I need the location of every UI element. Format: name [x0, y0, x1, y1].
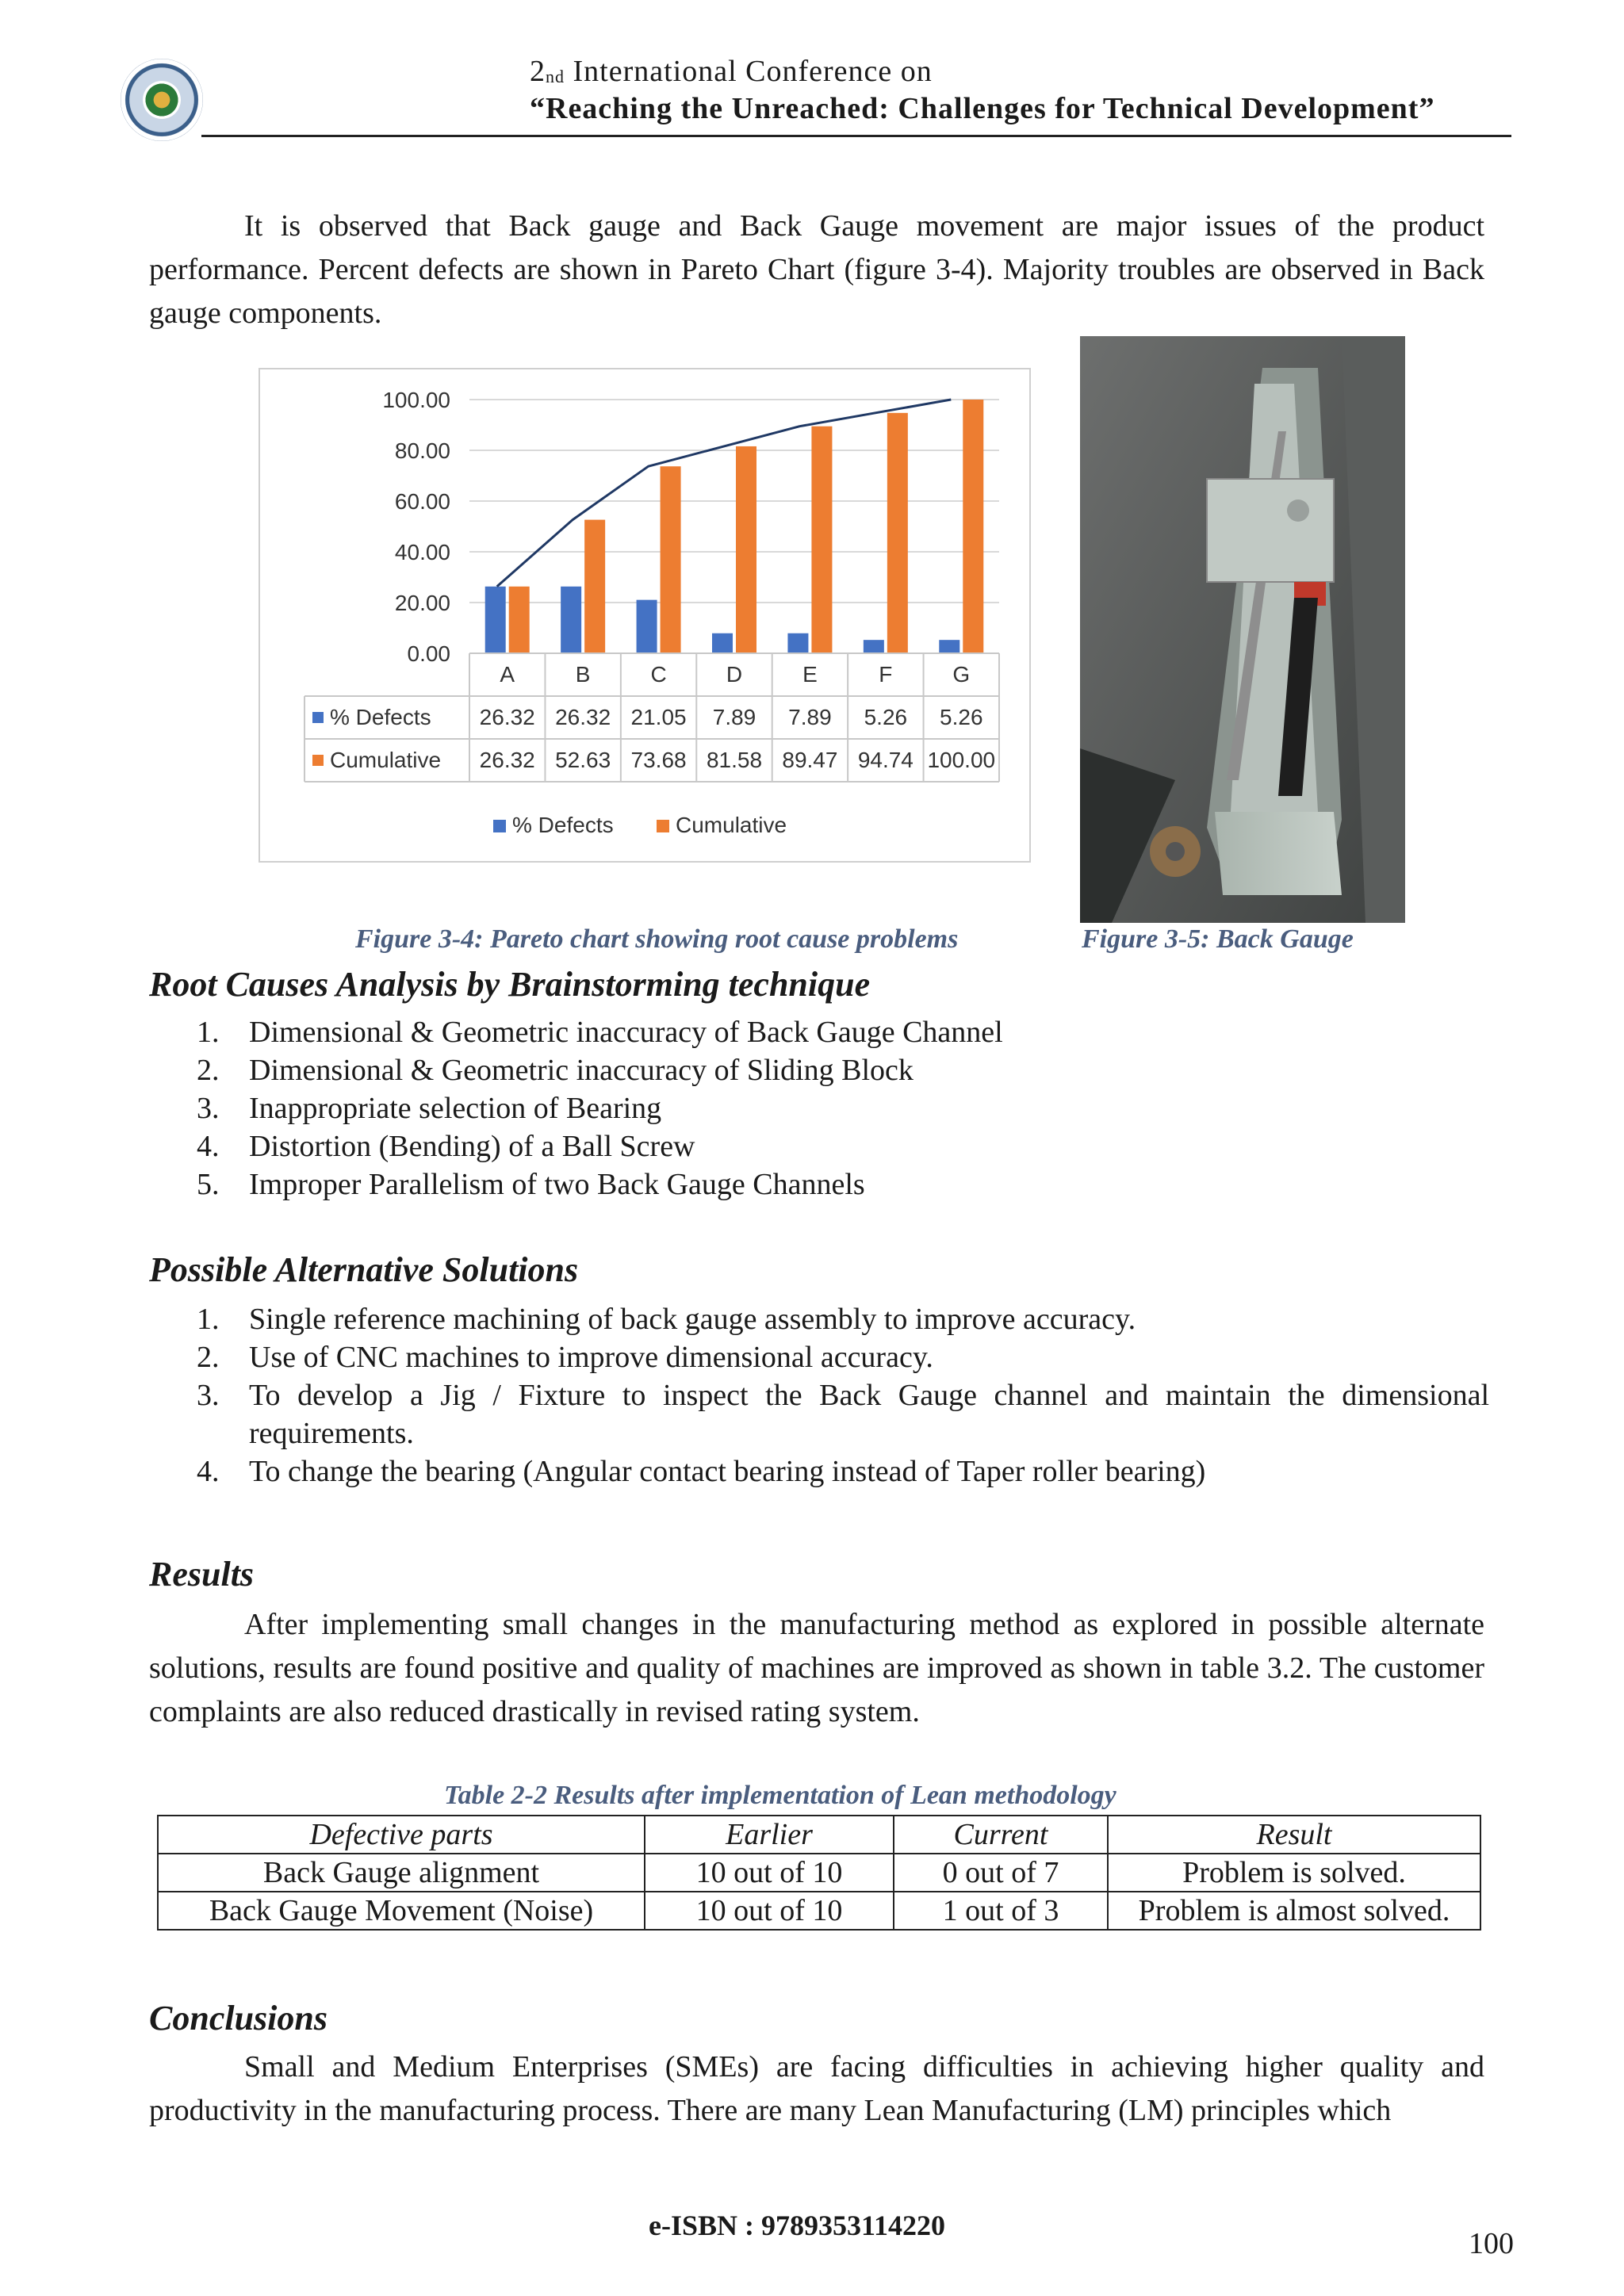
header-theme-line: “Reaching the Unreached: Challenges for Technical Development”	[530, 92, 1435, 125]
data-label: 100.00	[927, 748, 996, 772]
list-item: 2. Use of CNC machines to improve dimensional accuracy.	[197, 1341, 933, 1374]
data-label: 26.32	[479, 748, 535, 772]
y-tick-label: 100.00	[382, 388, 450, 412]
cumulative-curve	[497, 400, 952, 587]
table-legend-swatch	[312, 712, 324, 723]
pareto-chart	[259, 368, 1031, 863]
table-row	[158, 1892, 1480, 1930]
conclusions-paragraph: Small and Medium Enterprises (SMEs) are facing difficulties in achieving higher quality and productivity in the manufacturing process. There are many Lean Manufacturing (LM) principles which	[149, 2050, 1484, 2127]
table-cell: Back Gauge Movement (Noise)	[158, 1892, 645, 1930]
x-tick-label: B	[575, 662, 591, 687]
legend-label-cumulative: Cumulative	[676, 813, 787, 837]
data-label: 5.26	[940, 705, 983, 729]
table-row	[158, 1854, 1480, 1892]
legend-swatch-cumulative	[657, 820, 669, 832]
list-item: 2. Dimensional & Geometric inaccuracy of Sliding Block	[197, 1054, 914, 1087]
x-tick-label: C	[650, 662, 667, 687]
bar-cumulative	[811, 427, 832, 653]
table-header-cell: Current	[894, 1816, 1108, 1854]
table-cell: 1 out of 3	[894, 1892, 1108, 1930]
data-label: 7.89	[788, 705, 832, 729]
table-cell: 10 out of 10	[645, 1854, 894, 1892]
data-label: 21.05	[630, 705, 687, 729]
pareto-chart-svg	[260, 369, 1029, 861]
y-tick-label: 20.00	[394, 591, 450, 615]
list-item: 4. To change the bearing (Angular contact bearing instead of Taper roller bearing)	[197, 1455, 1206, 1488]
list-item: 3. Inappropriate selection of Bearing	[197, 1092, 662, 1125]
table-header-cell: Earlier	[645, 1816, 894, 1854]
bar-defects	[485, 587, 506, 653]
y-tick-label: 80.00	[394, 438, 450, 463]
table-cell: 10 out of 10	[645, 1892, 894, 1930]
table-cell: Back Gauge alignment	[158, 1854, 645, 1892]
table-series-label: Cumulative	[330, 748, 442, 772]
bar-cumulative	[887, 413, 908, 653]
header-rule	[201, 135, 1511, 137]
table-cell: 0 out of 7	[894, 1854, 1108, 1892]
data-label: 94.74	[857, 748, 914, 772]
data-label: 7.89	[712, 705, 756, 729]
table-header-cell: Result	[1108, 1816, 1480, 1854]
back-gauge-photo	[1080, 336, 1405, 923]
table-legend-swatch	[312, 755, 324, 766]
root-causes-list	[149, 1013, 1489, 1203]
list-item: 1. Dimensional & Geometric inaccuracy of Back Gauge Channel	[197, 1016, 1003, 1049]
figure-caption-chart: Figure 3-4: Pareto chart showing root cause problems	[355, 924, 959, 954]
table-caption: Table 2-2 Results after implementation of Lean methodology	[444, 1781, 1116, 1810]
x-tick-label: D	[726, 662, 743, 687]
figure-caption-photo: Figure 3-5: Back Gauge	[1082, 924, 1354, 954]
data-label: 26.32	[479, 705, 535, 729]
bar-cumulative	[736, 446, 756, 653]
x-tick-label: A	[500, 662, 515, 687]
header-conference-line: $2_{nd}$ International Conference on	[530, 55, 933, 88]
y-tick-label: 60.00	[394, 489, 450, 514]
bar-defects	[864, 640, 884, 653]
table-cell: Problem is solved.	[1108, 1854, 1480, 1892]
solutions-list	[149, 1300, 1489, 1490]
results-table	[157, 1815, 1481, 1931]
list-item: 4. Distortion (Bending) of a Ball Screw	[197, 1130, 695, 1163]
intro-paragraph: It is observed that Back gauge and Back Gauge movement are major issues of the product performance. Percent defects are shown in Pareto Chart (figure 3-4). Majority troubles are observed in Back gauge components.	[149, 209, 1484, 330]
bar-defects	[637, 600, 657, 653]
logo-emblem-icon	[143, 81, 181, 119]
data-label: 5.26	[864, 705, 908, 729]
legend-label-defects: % Defects	[512, 813, 614, 837]
table-series-label: % Defects	[330, 705, 431, 729]
data-label: 89.47	[782, 748, 838, 772]
x-tick-label: G	[952, 662, 971, 687]
table-header-cell: Defective parts	[158, 1816, 645, 1854]
list-item: 5. Improper Parallelism of two Back Gauge Channels	[197, 1168, 865, 1201]
bar-defects	[787, 633, 808, 653]
bar-defects	[561, 587, 581, 653]
y-tick-label: 40.00	[394, 540, 450, 564]
list-item: 3. To develop a Jig / Fixture to inspect the Back Gauge channel and maintain the dimensional requirements.	[197, 1379, 1489, 1450]
x-tick-label: F	[879, 662, 893, 687]
table-header-row	[158, 1816, 1480, 1854]
list-item: 1. Single reference machining of back gauge assembly to improve accuracy.	[197, 1303, 1136, 1336]
data-label: 26.32	[555, 705, 611, 729]
data-label: 73.68	[630, 748, 687, 772]
bar-cumulative	[509, 587, 530, 653]
y-tick-label: 0.00	[407, 641, 450, 666]
data-label: 52.63	[555, 748, 611, 772]
bar-cumulative	[963, 400, 983, 653]
section-heading-conclusions: Conclusions	[149, 1999, 327, 2038]
data-label: 81.58	[706, 748, 763, 772]
page-number: 100	[1469, 2227, 1514, 2260]
bar-cumulative	[661, 466, 681, 653]
table-cell: Problem is almost solved.	[1108, 1892, 1480, 1930]
section-heading-solutions: Possible Alternative Solutions	[149, 1250, 579, 1289]
x-tick-label: E	[802, 662, 818, 687]
bar-cumulative	[584, 520, 605, 653]
bar-defects	[939, 640, 959, 653]
bar-defects	[712, 633, 733, 653]
footer-isbn: e-ISBN : 9789353114220	[649, 2210, 946, 2241]
section-heading-results: Results	[149, 1555, 255, 1594]
results-paragraph: After implementing small changes in the manufacturing method as explored in possible alternate solutions, results are found positive and quality of machines are improved as shown in table 3.2. The customer complaints are also reduced drastically in revised rating system.	[149, 1608, 1484, 1728]
legend-swatch-defects	[493, 820, 506, 832]
section-heading-root-causes: Root Causes Analysis by Brainstorming technique	[149, 965, 871, 1004]
